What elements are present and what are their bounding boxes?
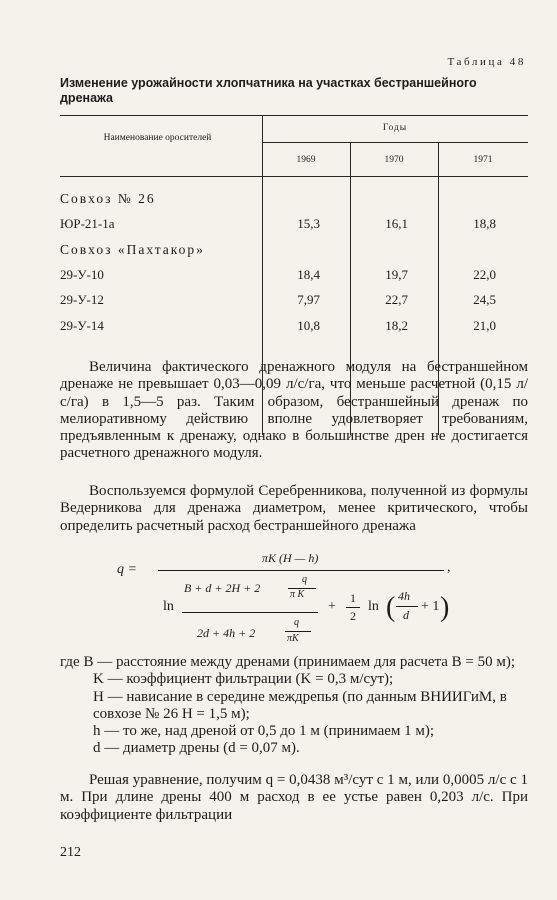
small-fraction-bar-2 [285,631,311,632]
table-cell: 18,4 [297,267,320,282]
table-row-name: ЮР-21-1а [60,216,115,231]
formula-two: 2 [350,609,356,623]
table-cell: 18,2 [385,318,408,333]
table-header-rule [60,176,528,177]
table-cell: 10,8 [297,318,320,333]
inner-q: q [302,574,307,585]
table-cell: 21,0 [473,318,496,333]
table-cell: 24,5 [473,292,496,307]
definition-item: d — диаметр дрены (d = 0,07 м). [93,740,300,757]
ratio-fraction-bar [396,606,418,607]
body-paragraph: Величина фактического дренажного модуля на бестраншейном дренаже не превышает 0,03—0,09 л/с/га, что меньше расчетной (0,15 л/с/га) в 1,5—5 раз. Таким образом, бестраншейный дренаж по мелиоративному действию вполне удовлетворяет требованиям, предъявленным к дренажу, однако в большинстве дрен не достигается расчетного дренажного модуля. [60,359,528,462]
table-cell: 18,8 [473,216,496,231]
formula-plus-one: + 1 [421,599,440,614]
definition-item: где B — расстояние между дренами (принимаем для расчета B = 50 м); [60,654,516,670]
table-title: Изменение урожайности хлопчатника на участках бестраншейного дренажа [60,76,477,105]
definition-item: K — коэффициент фильтрации (K = 0,3 м/сут); [93,671,394,688]
inner-fraction-bar [182,612,318,613]
definitions-list [60,654,528,758]
column-header-1971: 1971 [473,155,493,165]
table-row-name: 29-У-12 [60,292,104,307]
right-paren: ) [440,592,450,623]
inner-pik2: πK [287,633,299,644]
formula-one: 1 [350,591,356,605]
left-paren: ( [386,592,396,623]
formula-plus: + [328,599,336,614]
body-paragraph: Воспользуемся формулой Серебренникова, полученной из формулы Ведерникова для дренажа диаметром, менее критического, чтобы определить расчетный расход бестраншейного дренажа [60,483,528,534]
inner-numerator: B + d + 2H + 2 [184,581,261,595]
table-cell: 22,0 [473,267,496,282]
formula-comma: , [447,560,451,575]
table-cell: 22,7 [385,292,408,307]
table-row-name: 29-У-14 [60,318,104,333]
definition-item: h — то же, над дреной от 0,5 до 1 м (принимаем 1 м); [93,723,435,740]
table-cell: 19,7 [385,267,408,282]
column-header-name: Наименование оросителей [103,133,212,143]
table-top-rule [60,115,528,116]
table-cell: 15,3 [297,216,320,231]
group-label: Совхоз № 26 [60,191,156,206]
table-number: Таблица 48 [447,56,526,68]
table-cell: 16,1 [385,216,408,231]
inner-denominator: 2d + 4h + 2 [197,626,256,640]
formula-4h: 4h [398,589,410,603]
table-row-name: 29-У-10 [60,267,104,282]
main-fraction-bar [158,570,444,571]
table-cell: 7,97 [297,292,320,307]
definition-item: H — нависание в середине междрепья (по данным ВНИИГиМ, в совхозе № 26 H = 1,5 м); [93,688,507,722]
column-header-years: Годы [382,123,408,133]
column-header-1969: 1969 [296,155,316,165]
formula-ln2: ln [368,599,379,614]
formula-ln: ln [163,599,174,614]
formula-d: d [403,608,409,622]
page-number: 212 [60,845,81,860]
years-rule [262,142,528,143]
column-header-1970: 1970 [384,155,404,165]
inner-q2: q [294,617,299,628]
half-fraction-bar [346,607,360,608]
formula-lhs: q = [117,562,137,577]
body-paragraph-last: Решая уравнение, получим q = 0,0438 м³/сут с 1 м, или 0,0005 л/с с 1 м. При длине дрены 400 м расход в ее устье равен 0,203 л/с. При коэффициенте фильтрации [60,772,528,823]
inner-pik: π K [290,589,305,600]
formula-numerator: πK (H — h) [262,551,319,565]
group-label: Совхоз «Пахтакор» [60,242,205,257]
